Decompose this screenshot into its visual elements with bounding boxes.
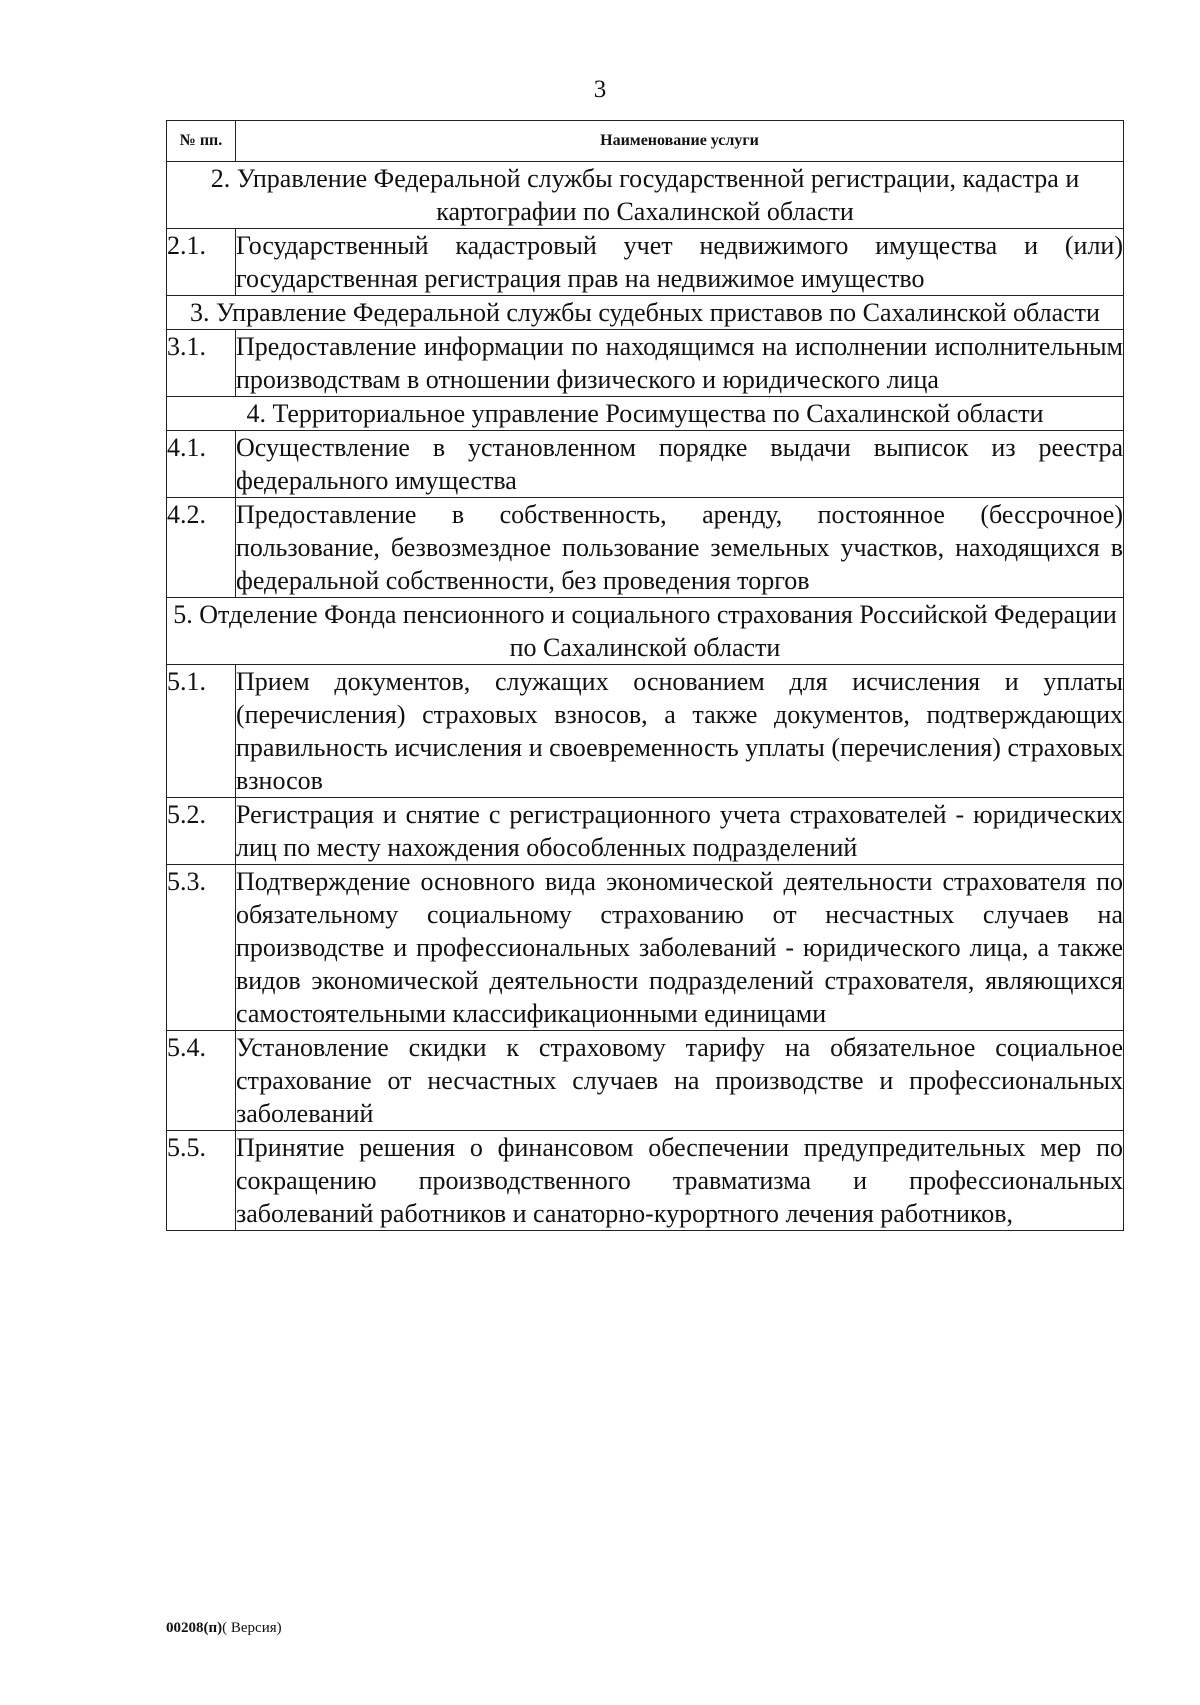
- section-row: [167, 162, 1124, 229]
- item-number: 4.2.: [167, 498, 236, 598]
- item-description: Регистрация и снятие с регистрационного учета страхователей - юридических лиц по месту нахождения обособленных подразделений: [236, 798, 1124, 865]
- table-row: [167, 431, 1124, 498]
- table-row: [167, 330, 1124, 397]
- section-title: 4. Территориальное управление Росимущества по Сахалинской области: [167, 397, 1124, 431]
- item-description: Государственный кадастровый учет недвижимого имущества и (или) государственная регистрация прав на недвижимое имущество: [236, 229, 1124, 296]
- services-table: [166, 120, 1124, 1231]
- section-row: [167, 296, 1124, 330]
- section-title: 5. Отделение Фонда пенсионного и социального страхования Российской Федерации по Сахалинской области: [167, 598, 1124, 665]
- item-description: Предоставление в собственность, аренду, постоянное (бессрочное) пользование, безвозмездное пользование земельных участков, находящихся в федеральной собственности, без проведения торгов: [236, 498, 1124, 598]
- item-number: 5.1.: [167, 665, 236, 798]
- item-number: 3.1.: [167, 330, 236, 397]
- section-row: [167, 397, 1124, 431]
- item-number: 5.3.: [167, 865, 236, 1031]
- item-number: 4.1.: [167, 431, 236, 498]
- table-row: [167, 1131, 1124, 1231]
- item-description: Установление скидки к страховому тарифу на обязательное социальное страхование от несчастных случаев на производстве и профессиональных заболеваний: [236, 1031, 1124, 1131]
- item-description: Принятие решения о финансовом обеспечении предупредительных мер по сокращению производственного травматизма и профессиональных заболеваний работников и санаторно-курортного лечения работников,: [236, 1131, 1124, 1231]
- table-row: [167, 498, 1124, 598]
- section-title: 3. Управление Федеральной службы судебных приставов по Сахалинской области: [167, 296, 1124, 330]
- item-description: Подтверждение основного вида экономической деятельности страхователя по обязательному социальному страхованию от несчастных случаев на производстве и профессиональных заболеваний - юридического лица, а также видов экономической деятельности подразделений страхователя, являющихся самостоятельными классификационными единицами: [236, 865, 1124, 1031]
- section-row: [167, 598, 1124, 665]
- table-row: [167, 798, 1124, 865]
- table-row: [167, 229, 1124, 296]
- footer: [166, 1620, 282, 1637]
- item-number: 5.5.: [167, 1131, 236, 1231]
- table-row: [167, 665, 1124, 798]
- header-name: Наименование услуги: [236, 121, 1124, 162]
- item-number: 2.1.: [167, 229, 236, 296]
- item-description: Осуществление в установленном порядке выдачи выписок из реестра федерального имущества: [236, 431, 1124, 498]
- item-description: Предоставление информации по находящимся на исполнении исполнительным производствам в отношении физического и юридического лица: [236, 330, 1124, 397]
- header-num: № пп.: [167, 121, 236, 162]
- item-number: 5.2.: [167, 798, 236, 865]
- table-header-row: [167, 121, 1124, 162]
- footer-code: 00208(п): [166, 1620, 223, 1636]
- item-description: Прием документов, служащих основанием для исчисления и уплаты (перечисления) страховых взносов, а также документов, подтверждающих правильность исчисления и своевременность уплаты (перечисления) страховых взносов: [236, 665, 1124, 798]
- table-row: [167, 1031, 1124, 1131]
- table-row: [167, 865, 1124, 1031]
- section-title: 2. Управление Федеральной службы государственной регистрации, кадастра и картографии по Сахалинской области: [167, 162, 1124, 229]
- page-number: 3: [593, 76, 607, 103]
- footer-version: ( Версия): [222, 1620, 282, 1636]
- item-number: 5.4.: [167, 1031, 236, 1131]
